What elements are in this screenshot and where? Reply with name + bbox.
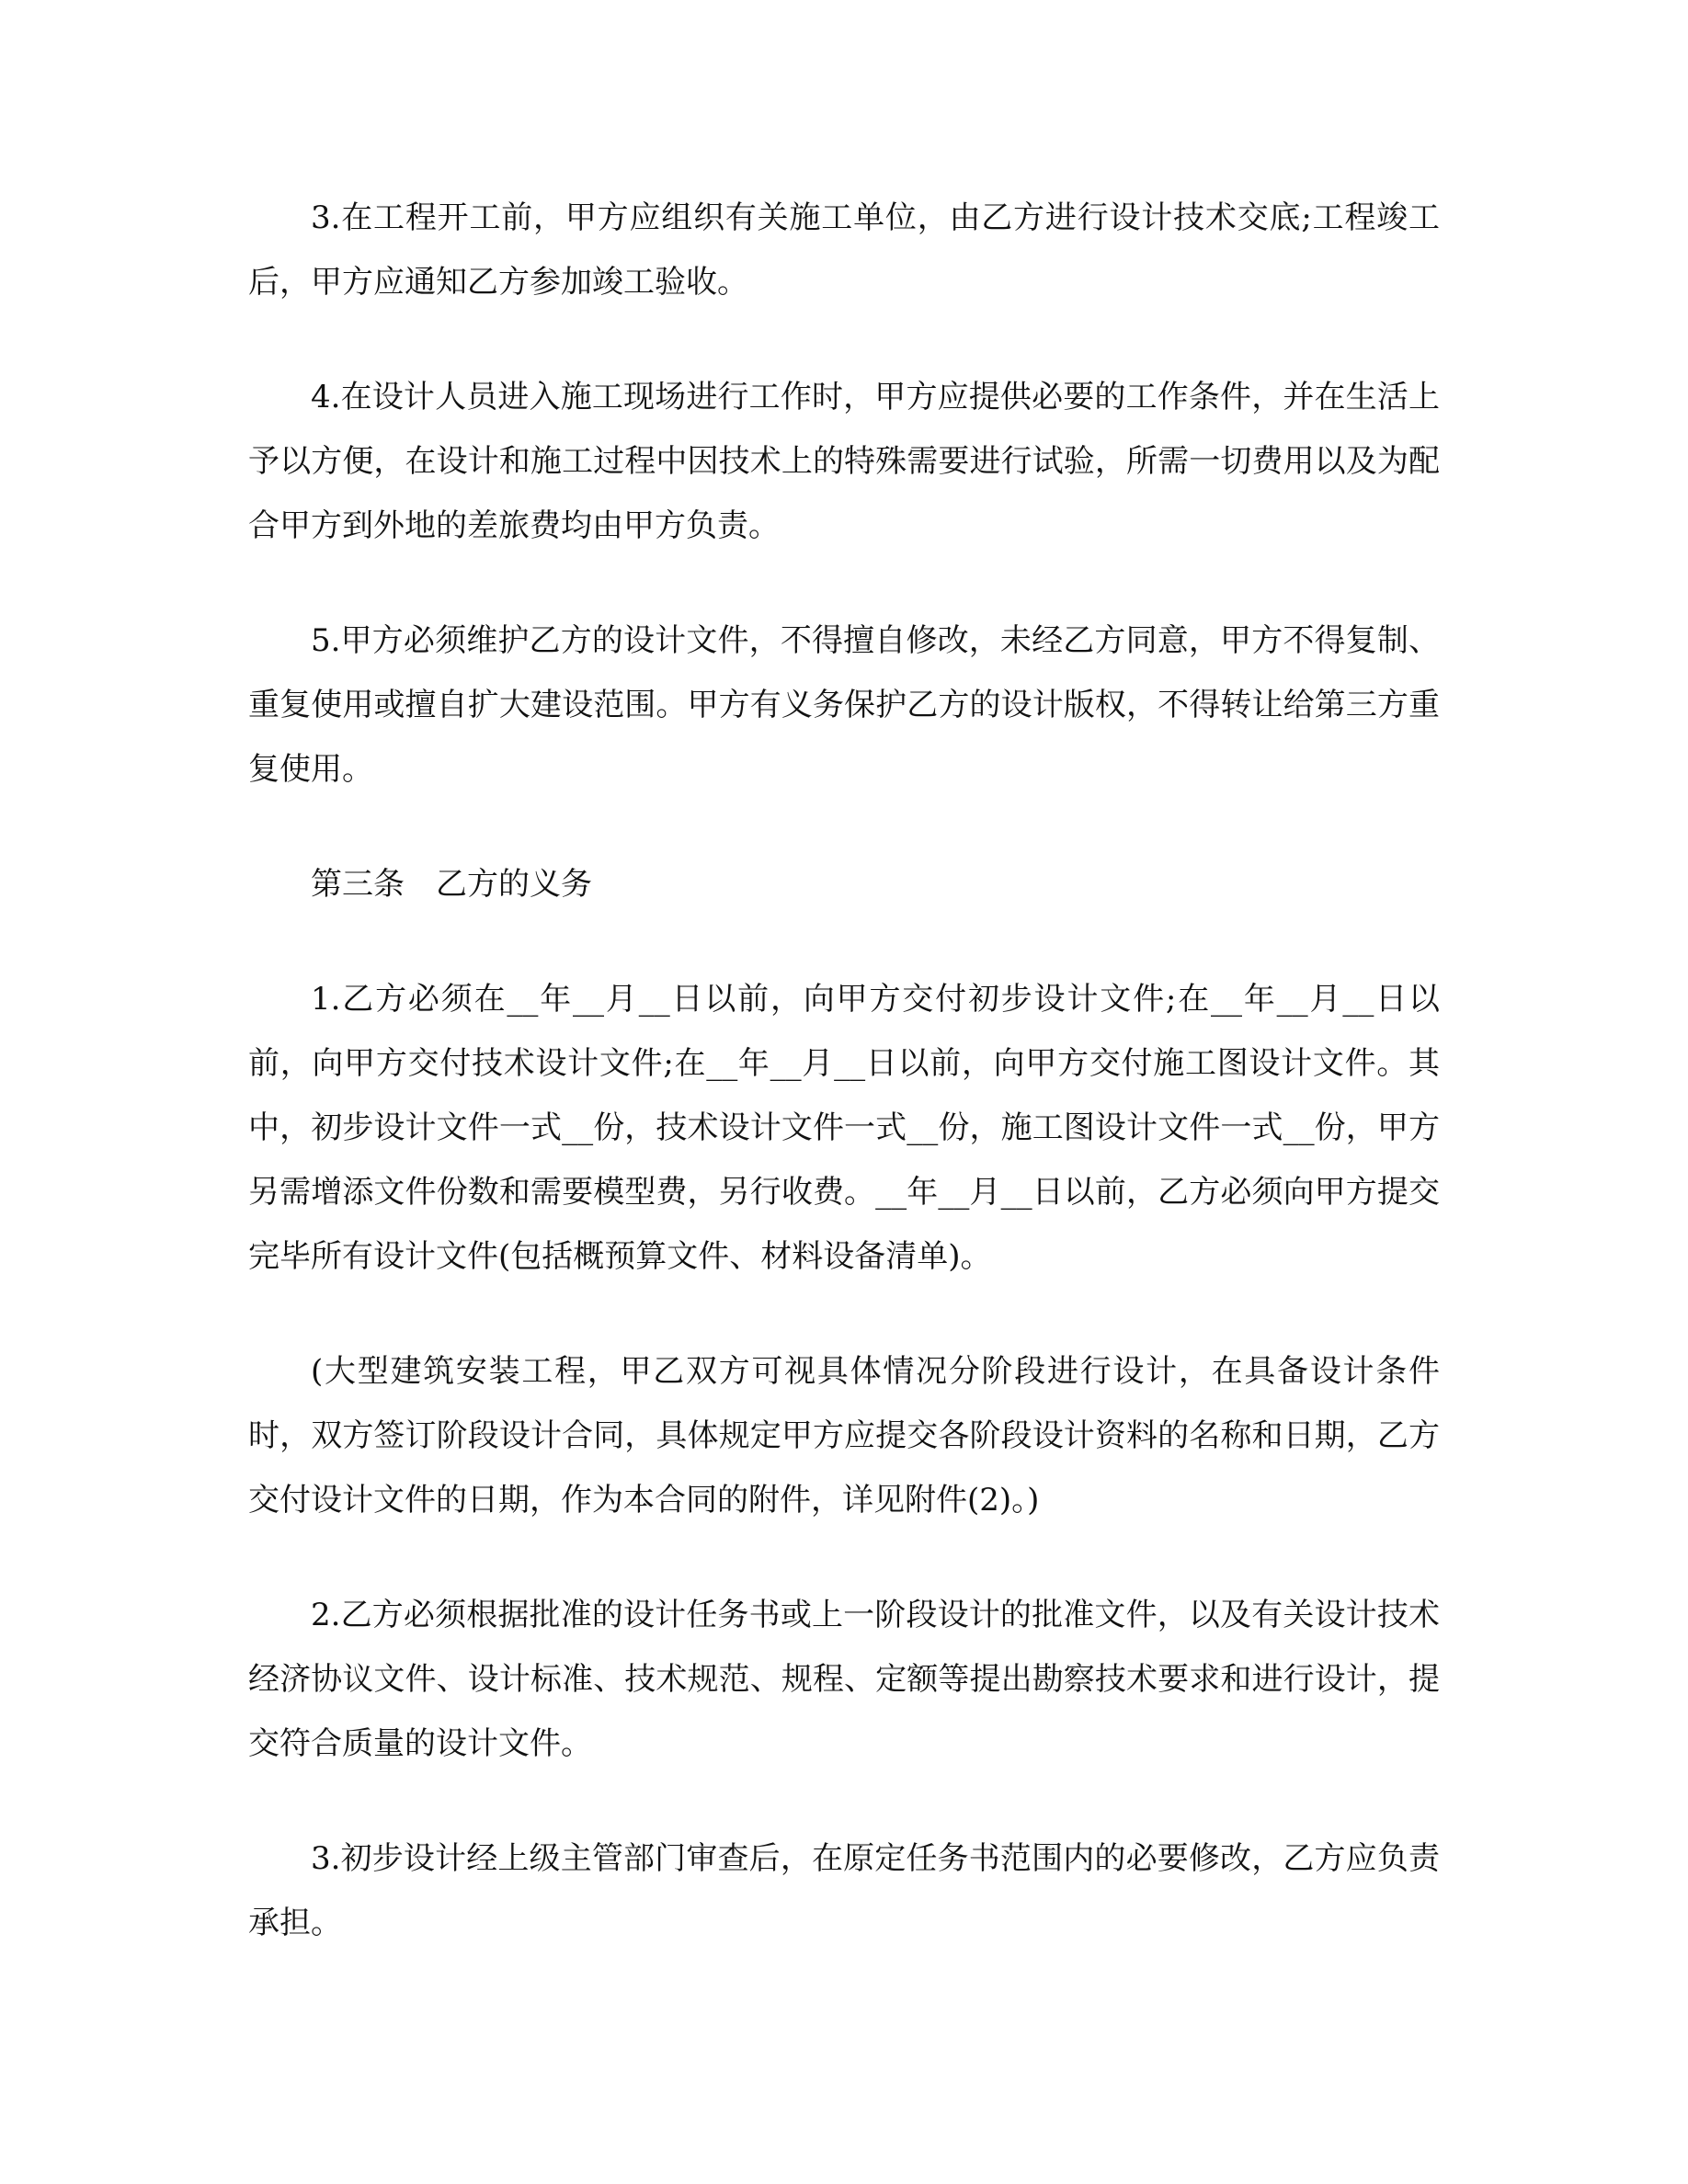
document-body (248, 186, 1440, 1955)
clause-paragraph-3-party-b: 3.初步设计经上级主管部门审查后，在原定任务书范围内的必要修改，乙方应负责承担。 (248, 1840, 1440, 1941)
clause-paragraph-2-party-b: 2.乙方必须根据批准的设计任务书或上一阶段设计的批准文件，以及有关设计技术经济协议文件、设计标准、技术规范、规程、定额等提出勘察技术要求和进行设计，提交符合质量的设计文件。 (248, 1597, 1440, 1762)
clause-paragraph-note: (大型建筑安装工程，甲乙双方可视具体情况分阶段进行设计，在具备设计条件时，双方签订阶段设计合同，具体规定甲方应提交各阶段设计资料的名称和日期，乙方交付设计文件的日期，作为本合同的附件，详见附件(2)。) (248, 1353, 1440, 1519)
clause-paragraph-5-party-a: 5.甲方必须维护乙方的设计文件，不得擅自修改，未经乙方同意，甲方不得复制、重复使用或擅自扩大建设范围。甲方有义务保护乙方的设计版权，不得转让给第三方重复使用。 (248, 622, 1440, 788)
clause-paragraph-1-party-b: 1.乙方必须在__年__月__日以前，向甲方交付初步设计文件;在__年__月__日以前，向甲方交付技术设计文件;在__年__月__日以前，向甲方交付施工图设计文件。其中，初步设计文件一式__份，技术设计文件一式__份，施工图设计文件一式__份，甲方另需增添文件份数和需要模型费，另行收费。__年__月__日以前，乙方必须向甲方提交完毕所有设计文件(包括概预算文件、材料设备清单)。 (248, 981, 1440, 1275)
clause-paragraph-3-party-a: 3.在工程开工前，甲方应组织有关施工单位，由乙方进行设计技术交底;工程竣工后，甲方应通知乙方参加竣工验收。 (248, 199, 1440, 301)
clause-paragraph-4-party-a: 4.在设计人员进入施工现场进行工作时，甲方应提供必要的工作条件，并在生活上予以方便，在设计和施工过程中因技术上的特殊需要进行试验，所需一切费用以及为配合甲方到外地的差旅费均由甲方负责。 (248, 379, 1440, 544)
article-heading: 第三条 乙方的义务 (311, 866, 592, 903)
